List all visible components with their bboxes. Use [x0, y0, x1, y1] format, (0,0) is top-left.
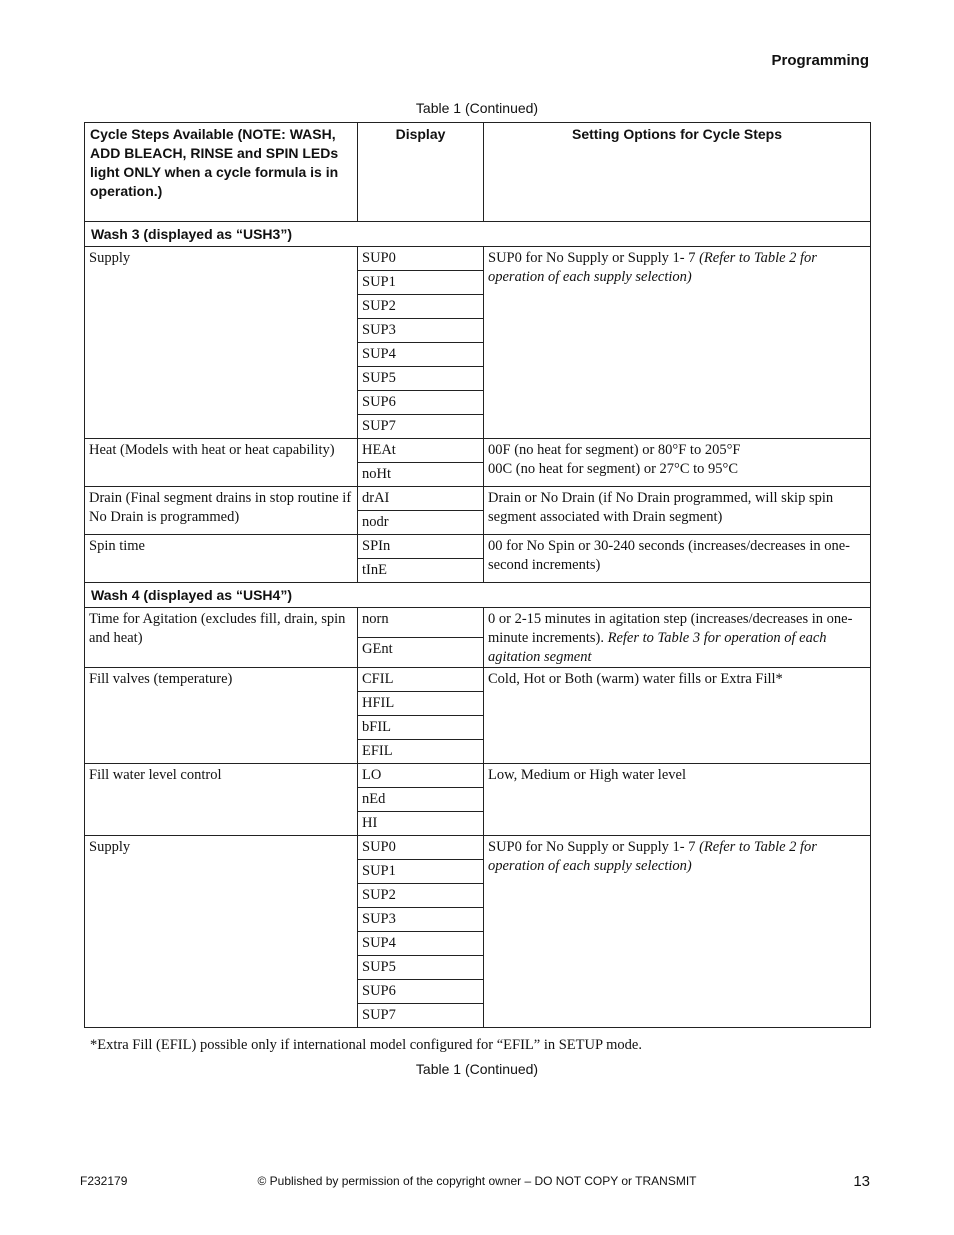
step-label: Fill valves (temperature): [85, 668, 358, 764]
table-caption-top: Table 1 (Continued): [415, 100, 539, 116]
display-code: GEnt: [358, 638, 484, 668]
display-code: SUP7: [358, 1004, 484, 1028]
doc-id: F232179: [80, 1174, 128, 1188]
step-label: Drain (Final segment drains in stop routine if No Drain is programmed): [85, 487, 358, 535]
setting-option: 00 for No Spin or 30-240 seconds (increases/decreases in one-second increments): [484, 535, 871, 583]
display-code: SPIn: [358, 535, 484, 559]
page-number: 13: [853, 1173, 870, 1190]
heat-range-fahrenheit: 00F (no heat for segment) or 80°F to 205°F: [488, 442, 741, 458]
col-header-display: Display: [358, 123, 484, 222]
display-code: SUP0: [358, 836, 484, 860]
display-code: SUP5: [358, 956, 484, 980]
display-code: LO: [358, 764, 484, 788]
display-code: HI: [358, 812, 484, 836]
display-code: bFIL: [358, 716, 484, 740]
display-code: SUP5: [358, 367, 484, 391]
step-label: Time for Agitation (excludes fill, drain, spin and heat): [85, 608, 358, 668]
setting-option: Low, Medium or High water level: [484, 764, 871, 836]
display-code: SUP0: [358, 247, 484, 271]
step-label: Supply: [85, 836, 358, 1028]
display-code: nodr: [358, 511, 484, 535]
setting-option: Drain or No Drain (if No Drain programmed, will skip spin segment associated with Drain segment): [484, 487, 871, 535]
section-title: Wash 4 (displayed as “USH4”): [85, 583, 871, 608]
display-code: CFIL: [358, 668, 484, 692]
display-code: SUP6: [358, 391, 484, 415]
step-label: Spin time: [85, 535, 358, 583]
section-title-wash3: Wash 3 (displayed as “USH3”): [85, 222, 871, 247]
setting-option: [484, 608, 871, 668]
section-header: Programming: [771, 52, 869, 69]
step-label: Fill water level control: [85, 764, 358, 836]
setting-option: [484, 836, 871, 1028]
copyright-notice: © Published by permission of the copyright owner – DO NOT COPY or TRANSMIT: [257, 1174, 697, 1188]
setting-option: [484, 439, 871, 487]
display-code: noHt: [358, 463, 484, 487]
display-code: tInE: [358, 559, 484, 583]
display-code: norn: [358, 608, 484, 638]
col-header-steps: Cycle Steps Available (NOTE: WASH, ADD BLEACH, RINSE and SPIN LEDs light ONLY when a cycle formula is in operation.): [85, 123, 358, 222]
option-reference: Refer to Table 3 for operation of each agitation segment: [488, 630, 827, 665]
display-code: EFIL: [358, 740, 484, 764]
option-reference: (Refer to Table 2 for operation of each supply selection): [488, 839, 817, 874]
display-code: nEd: [358, 788, 484, 812]
display-code: SUP4: [358, 343, 484, 367]
display-code: SUP1: [358, 271, 484, 295]
display-code: drAI: [358, 487, 484, 511]
display-code: SUP2: [358, 295, 484, 319]
step-label: Supply: [85, 247, 358, 439]
cycle-steps-table: [84, 122, 871, 1028]
table-body: [85, 222, 871, 1028]
heat-range-celsius: 00C (no heat for segment) or 27°C to 95°C: [488, 461, 739, 477]
display-code: HEAt: [358, 439, 484, 463]
step-label: Heat (Models with heat or heat capability): [85, 439, 358, 487]
display-code: HFIL: [358, 692, 484, 716]
footnote: *Extra Fill (EFIL) possible only if international model configured for “EFIL” in SETUP mode.: [90, 1037, 642, 1053]
table-caption-bottom: Table 1 (Continued): [415, 1061, 539, 1077]
display-code: SUP7: [358, 415, 484, 439]
display-code: SUP4: [358, 932, 484, 956]
display-code: SUP3: [358, 908, 484, 932]
setting-option: Cold, Hot or Both (warm) water fills or Extra Fill*: [484, 668, 871, 764]
display-code: SUP1: [358, 860, 484, 884]
option-reference: (Refer to Table 2 for operation of each supply selection): [488, 250, 817, 285]
option-text: SUP0 for No Supply or Supply 1- 7: [488, 250, 700, 266]
option-text: SUP0 for No Supply or Supply 1- 7: [488, 839, 700, 855]
display-code: SUP6: [358, 980, 484, 1004]
col-header-settings: Setting Options for Cycle Steps: [484, 123, 871, 222]
setting-option: [484, 247, 871, 439]
display-code: SUP3: [358, 319, 484, 343]
option-text: 0 or 2-15 minutes in agitation step (increases/decreases in one-minute increments).: [488, 611, 853, 646]
display-code: SUP2: [358, 884, 484, 908]
